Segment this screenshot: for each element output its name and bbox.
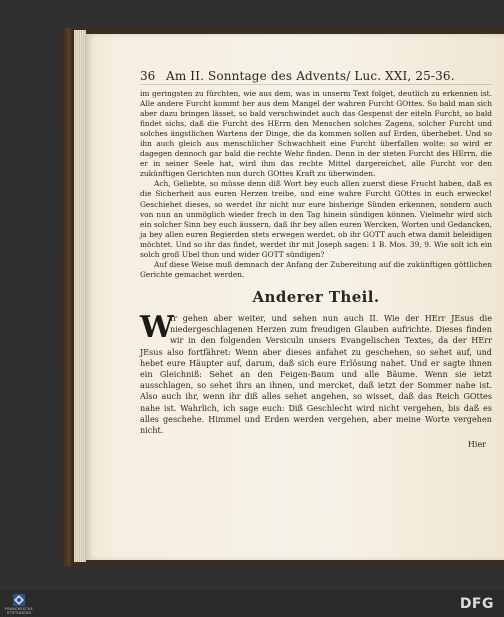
- section-text: Ir gehen aber weiter, und sehen nun auch II. Wie der HErr JEsus die niedergeschlagenen Herzen zum freudigen Glauben aufrichte. Dieses finden wir in den folgenden Versiculn unsers Evangelischen Textes, da der HErr JEsus also fortfähret: Wenn aber dieses anfahet zu geschehen, so sehet auf, und hebet eure Häupter auf, darum, daß sich eure Erlösung nahet. Und er sagte ihnen ein Gleichniß: Sehet an den Feigen-Baum und alle Bäume. Wenn sie ietzt ausschlagen, so sehet ihrs an ihnen, und mercket, daß ietzt der Sommer nahe ist. Also auch ihr, wenn ihr diß alles sehet angehen, so wisset, daß das Reich GOttes nahe ist. Wahrlich, ich sage euch: Diß Geschlecht wird nicht vergehen, bis daß es alles geschehe. Himmel und Erden werden vergehen, aber meine Worte vergehen nicht.: [140, 312, 492, 435]
- book-cover-edge: [62, 28, 74, 566]
- francke-logo-caption: FRANCKESCHE STIFTUNGEN: [5, 606, 33, 615]
- drop-cap: W: [140, 309, 174, 345]
- page-number: 36: [140, 69, 156, 83]
- paragraph-3: Auf diese Weise muß demnach der Anfang der Zubereitung auf die zukünftigen göttlichen Gerichte gemachet werden.: [140, 259, 492, 279]
- page-content: [140, 68, 492, 558]
- paragraph-2: Ach, Geliebte, so müsse denn diß Wort bey euch allen zuerst diese Frucht haben, daß es die Sicherheit aus euren Herzen treibe, und eine wahre Furcht GOttes in euch erwecke! Geschiehet dieses, so werdet ihr nicht nur eure bisherige Sünden erkennen, sondern auch von nun an unmöglich wieder frech in den Tag hinein sündigen können. Vielmehr wird sich ein solcher Sinn bey euch äussern, daß ihr bey allen euren Wercken, Worten und Gedancken, ja bey allen euren Begierden stets erwegen werdet, ob ihr GOTT auch etwa damit beleidigen möchtet. Und so ihr das findet, werdet ihr mit Joseph sagen: 1 B. Mos. 39, 9. Wie solt ich ein solch groß Ubel thun und wider GOTT sündigen?: [140, 179, 492, 259]
- francke-logo: [4, 590, 34, 617]
- body-text: [140, 89, 492, 280]
- page-edges: [74, 30, 86, 562]
- paragraph-1: im geringsten zu fürchten, wie aus dem, was in unserm Text folget, deutlich zu erkennen ist. Alle andere Furcht kommt her aus dem Mangel der wahren Furcht GOttes. So bald man sich aber dazu bringen lässet, so bald verschwindet auch das Gespenst der eiteln Furcht, so bald findet sichs, daß die Furcht des HErrn den Menschen solches Zagens, solcher Furcht und solches ängstlichen Wartens der Dinge, die da kommen sollen auf Erden, überhebet. Und so ihn auch gleich aus menschlicher Schwachheit eine Furcht überfallen wolte: so wird er dagegen dennoch gar bald die rechte Wehr finden. Denn in der steten Furcht des HErrn, die er in seiner Seele hat, wird ihm das rechte Mittel dargereichet, alle Furcht vor den zukünftigen Gerichten nun durch GOttes Kraft zu überwinden.: [140, 89, 492, 179]
- section-body: [140, 309, 492, 436]
- catchword: Hier: [467, 440, 486, 450]
- section-title: Anderer Theil.: [252, 287, 380, 306]
- francke-emblem-icon: [12, 593, 26, 607]
- dfg-logo: DFG: [459, 595, 494, 612]
- running-head-title: Am II. Sonntage des Advents/ Luc. XXI, 25-36.: [166, 69, 455, 83]
- running-head: [140, 68, 492, 85]
- viewer-footer: [0, 590, 504, 617]
- book-page: [86, 34, 504, 560]
